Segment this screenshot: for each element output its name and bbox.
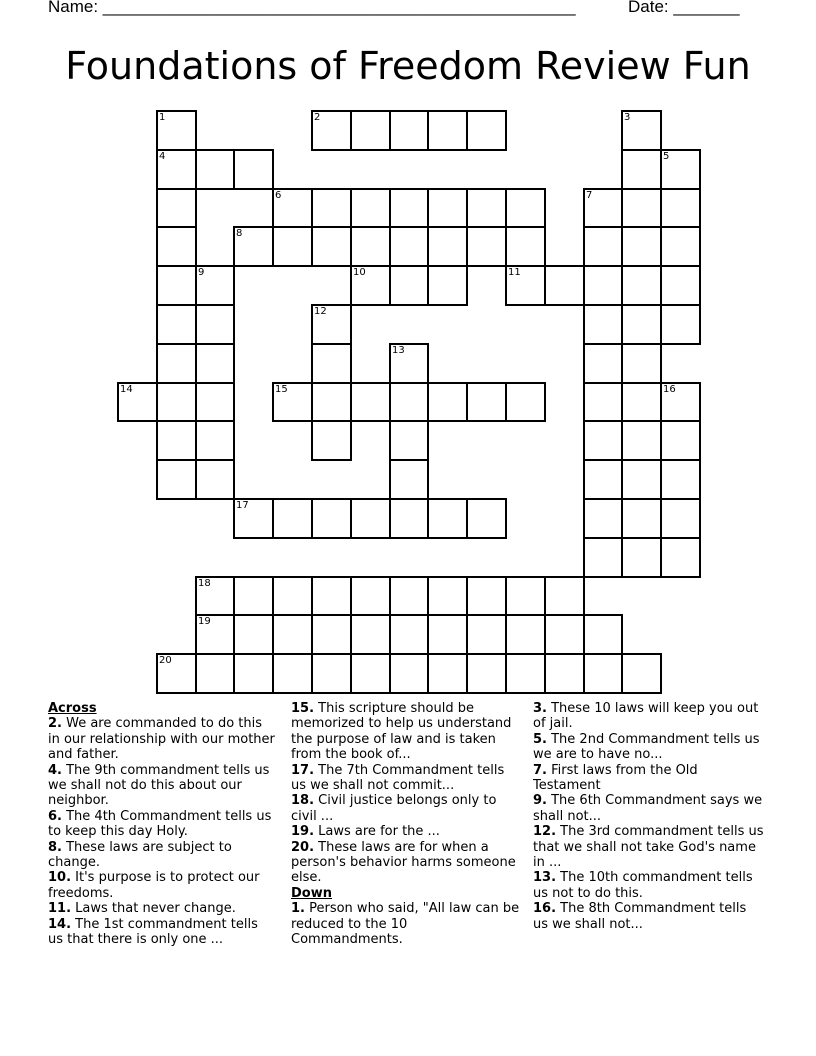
- crossword-cell[interactable]: [660, 459, 701, 500]
- crossword-cell[interactable]: [233, 226, 274, 267]
- clue-item-number: 14.: [48, 916, 72, 932]
- crossword-cell[interactable]: [505, 576, 546, 616]
- crossword-cell[interactable]: [272, 614, 313, 655]
- crossword-cell[interactable]: [544, 265, 585, 306]
- crossword-cell[interactable]: [583, 537, 623, 578]
- crossword-cell[interactable]: [427, 614, 468, 655]
- clue-number: 2: [314, 112, 321, 123]
- crossword-cell[interactable]: [427, 188, 468, 228]
- crossword-cell[interactable]: [505, 382, 546, 422]
- crossword-cell[interactable]: [466, 110, 507, 151]
- crossword-cell[interactable]: [660, 149, 701, 190]
- clue-item: [291, 901, 523, 947]
- clue-number: 14: [120, 384, 133, 395]
- crossword-cell[interactable]: [156, 110, 197, 151]
- clue-item: [291, 824, 523, 839]
- crossword-cell[interactable]: [621, 188, 662, 228]
- crossword-cell[interactable]: [583, 304, 623, 345]
- crossword-cell[interactable]: [621, 498, 662, 539]
- crossword-cell[interactable]: [272, 226, 313, 267]
- crossword-cell[interactable]: [621, 382, 662, 422]
- crossword-cell[interactable]: [466, 576, 507, 616]
- clue-number: 8: [236, 228, 243, 239]
- crossword-cell[interactable]: [311, 343, 352, 384]
- crossword-cell[interactable]: [621, 343, 662, 384]
- crossword-cell[interactable]: [195, 149, 235, 190]
- clue-item-text: Civil justice belongs only to civil ...: [291, 793, 497, 824]
- crossword-cell[interactable]: [350, 382, 391, 422]
- crossword-cell[interactable]: [544, 614, 585, 655]
- crossword-cell[interactable]: [427, 653, 468, 694]
- crossword-cell[interactable]: [466, 614, 507, 655]
- crossword-cell[interactable]: [195, 343, 235, 384]
- crossword-cell[interactable]: [466, 498, 507, 539]
- clue-item: [533, 763, 765, 794]
- crossword-cell[interactable]: [505, 614, 546, 655]
- clue-number: 7: [586, 190, 593, 201]
- crossword-cell[interactable]: [156, 149, 197, 190]
- page-title: Foundations of Freedom Review Fun: [65, 44, 751, 88]
- crossword-cell[interactable]: [583, 265, 623, 306]
- clue-number: 10: [353, 267, 366, 278]
- clue-item-number: 4.: [48, 762, 62, 778]
- crossword-cell[interactable]: [544, 576, 585, 616]
- crossword-cell[interactable]: [156, 226, 197, 267]
- clue-item-text: Laws are for the ...: [314, 824, 440, 840]
- crossword-cell[interactable]: [195, 382, 235, 422]
- crossword-cell[interactable]: [660, 226, 701, 267]
- crossword-cell[interactable]: [389, 382, 429, 422]
- clue-item-text: The 1st commandment tells us that there is only one ...: [48, 916, 258, 948]
- clue-item-number: 19.: [291, 824, 315, 840]
- crossword-cell[interactable]: [660, 304, 701, 345]
- clue-item-number: 3.: [533, 701, 547, 716]
- crossword-cell[interactable]: [195, 265, 235, 306]
- crossword-cell[interactable]: [350, 614, 391, 655]
- clue-item-text: First laws from the Old Testament: [533, 762, 698, 794]
- crossword-cell[interactable]: [311, 498, 352, 539]
- clue-number: 9: [198, 267, 205, 278]
- clues-column-3: [533, 701, 765, 932]
- down-heading: Down: [291, 885, 332, 901]
- clue-item: [48, 870, 276, 901]
- crossword-cell[interactable]: [195, 576, 235, 616]
- crossword-cell[interactable]: [621, 304, 662, 345]
- crossword-cell[interactable]: [583, 343, 623, 384]
- clue-item-text: The 8th Commandment tells us we shall not...: [533, 901, 747, 932]
- crossword-cell[interactable]: [350, 498, 391, 539]
- crossword-cell[interactable]: [350, 226, 391, 267]
- clue-item: [533, 824, 765, 870]
- crossword-cell[interactable]: [156, 343, 197, 384]
- crossword-cell[interactable]: [389, 265, 429, 306]
- crossword-cell[interactable]: [195, 304, 235, 345]
- crossword-cell[interactable]: [195, 420, 235, 461]
- crossword-cell[interactable]: [272, 188, 313, 228]
- clue-item-text: Laws that never change.: [71, 901, 236, 917]
- clue-item: [533, 701, 765, 732]
- crossword-cell[interactable]: [427, 226, 468, 267]
- clue-item-number: 15.: [291, 701, 315, 716]
- crossword-cell[interactable]: [156, 265, 197, 306]
- crossword-cell[interactable]: [156, 304, 197, 345]
- crossword-cell[interactable]: [427, 110, 468, 151]
- clue-item-number: 7.: [533, 762, 547, 778]
- crossword-cell[interactable]: [156, 382, 197, 422]
- crossword-cell[interactable]: [272, 576, 313, 616]
- clue-number: 16: [663, 384, 676, 395]
- crossword-cell[interactable]: [311, 188, 352, 228]
- crossword-cell[interactable]: [311, 614, 352, 655]
- clue-item: [48, 763, 276, 809]
- crossword-cell[interactable]: [311, 226, 352, 267]
- clue-item: [291, 763, 523, 794]
- crossword-cell[interactable]: [544, 653, 585, 694]
- clue-item: [48, 809, 276, 840]
- crossword-cell[interactable]: [350, 653, 391, 694]
- clue-item: [533, 793, 765, 824]
- crossword-cell[interactable]: [233, 653, 274, 694]
- crossword-cell[interactable]: [583, 420, 623, 461]
- clue-item-text: The 7th Commandment tells us we shall not commit...: [291, 762, 505, 794]
- crossword-cell[interactable]: [466, 188, 507, 228]
- clue-item: [291, 701, 523, 763]
- crossword-cell[interactable]: [272, 498, 313, 539]
- crossword-cell[interactable]: [156, 188, 197, 228]
- crossword-cell[interactable]: [505, 265, 546, 306]
- clue-item-text: We are commanded to do this in our relationship with our mother and father.: [48, 716, 275, 763]
- crossword-cell[interactable]: [621, 420, 662, 461]
- clue-item-number: 9.: [533, 793, 547, 809]
- crossword-cell[interactable]: [156, 459, 197, 500]
- crossword-cell[interactable]: [389, 459, 429, 500]
- crossword-cell[interactable]: [660, 265, 701, 306]
- clue-item-number: 18.: [291, 793, 315, 809]
- crossword-cell[interactable]: [427, 382, 468, 422]
- crossword-cell[interactable]: [505, 188, 546, 228]
- clue-item: [48, 917, 276, 948]
- clues-column-2: [291, 701, 523, 948]
- clue-item: [291, 840, 523, 886]
- crossword-cell[interactable]: [621, 226, 662, 267]
- clue-item-text: It's purpose is to protect our freedoms.: [48, 870, 260, 901]
- clue-item-number: 2.: [48, 716, 62, 732]
- crossword-cell[interactable]: [311, 110, 352, 151]
- clue-item-number: 13.: [533, 870, 557, 886]
- crossword-cell[interactable]: [117, 382, 158, 422]
- name-line: Name: __________________________________________________: [48, 0, 576, 16]
- crossword-cell[interactable]: [311, 420, 352, 461]
- crossword-cell[interactable]: [311, 382, 352, 422]
- clue-item-text: These 10 laws will keep you out of jail.: [533, 701, 759, 732]
- crossword-cell[interactable]: [233, 149, 274, 190]
- clue-number: 3: [624, 112, 631, 123]
- clue-item: [533, 901, 765, 932]
- crossword-cell[interactable]: [466, 653, 507, 694]
- crossword-cell[interactable]: [389, 110, 429, 151]
- clue-item-number: 8.: [48, 839, 62, 855]
- crossword-cell[interactable]: [505, 226, 546, 267]
- clue-item-text: The 6th Commandment says we shall not...: [533, 793, 763, 824]
- crossword-cell[interactable]: [660, 420, 701, 461]
- crossword-cell[interactable]: [350, 576, 391, 616]
- clue-item-number: 5.: [533, 731, 547, 747]
- crossword-cell[interactable]: [583, 226, 623, 267]
- clue-item: [48, 716, 276, 762]
- crossword-cell[interactable]: [621, 537, 662, 578]
- clue-number: 13: [392, 345, 405, 356]
- clue-number: 20: [159, 655, 172, 666]
- crossword-cell[interactable]: [621, 149, 662, 190]
- crossword-cell[interactable]: [660, 537, 701, 578]
- clue-number: 11: [508, 267, 521, 278]
- crossword-cell[interactable]: [583, 614, 623, 655]
- crossword-cell[interactable]: [621, 110, 662, 151]
- clue-item: [48, 840, 276, 871]
- clue-item: [533, 732, 765, 763]
- clue-item-number: 16.: [533, 901, 557, 917]
- crossword-cell[interactable]: [389, 188, 429, 228]
- clue-number: 6: [275, 190, 282, 201]
- clue-item-number: 20.: [291, 839, 315, 855]
- crossword-cell[interactable]: [427, 576, 468, 616]
- crossword-cell[interactable]: [311, 304, 352, 345]
- crossword-cell[interactable]: [156, 420, 197, 461]
- crossword-cell[interactable]: [583, 498, 623, 539]
- crossword-cell[interactable]: [427, 498, 468, 539]
- crossword-cell[interactable]: [660, 498, 701, 539]
- crossword-cell[interactable]: [621, 459, 662, 500]
- crossword-cell[interactable]: [583, 382, 623, 422]
- crossword-cell[interactable]: [505, 653, 546, 694]
- crossword-cell[interactable]: [466, 226, 507, 267]
- crossword-cell[interactable]: [233, 498, 274, 539]
- crossword-cell[interactable]: [272, 382, 313, 422]
- crossword-cell[interactable]: [311, 653, 352, 694]
- clue-item-number: 17.: [291, 762, 315, 778]
- clue-item-text: The 9th commandment tells us we shall not do this about our neighbor.: [48, 762, 270, 809]
- crossword-cell[interactable]: [350, 110, 391, 151]
- clue-item-number: 10.: [48, 870, 72, 886]
- clue-item-text: Person who said, "All law can be reduced to the 10 Commandments.: [291, 901, 520, 948]
- clue-item-text: The 3rd commandment tells us that we shall not take God's name in ...: [533, 824, 764, 871]
- crossword-cell[interactable]: [660, 188, 701, 228]
- crossword-cell[interactable]: [311, 576, 352, 616]
- clue-number: 1: [159, 112, 166, 123]
- crossword-cell[interactable]: [195, 459, 235, 500]
- clue-item-text: These laws are for when a person's behavior harms someone else.: [291, 839, 516, 886]
- crossword-cell[interactable]: [272, 653, 313, 694]
- clue-number: 19: [198, 616, 211, 627]
- clue-item-text: The 10th commandment tells us not to do this.: [533, 870, 753, 901]
- crossword-cell[interactable]: [350, 265, 391, 306]
- crossword-cell[interactable]: [156, 653, 197, 694]
- clue-number: 18: [198, 578, 211, 589]
- crossword-cell[interactable]: [195, 614, 235, 655]
- clue-item-text: The 4th Commandment tells us to keep this day Holy.: [48, 808, 272, 840]
- crossword-cell[interactable]: [660, 382, 701, 422]
- clue-item: [533, 870, 765, 901]
- crossword-cell[interactable]: [389, 614, 429, 655]
- crossword-cell[interactable]: [233, 576, 274, 616]
- crossword-cell[interactable]: [195, 653, 235, 694]
- clue-item-number: 6.: [48, 808, 62, 824]
- clue-number: 12: [314, 306, 327, 317]
- date-line: Date: _______: [628, 0, 740, 16]
- clue-item-text: These laws are subject to change.: [48, 839, 232, 871]
- crossword-cell[interactable]: [389, 343, 429, 384]
- clue-item-number: 1.: [291, 901, 305, 917]
- crossword-cell[interactable]: [583, 188, 623, 228]
- crossword-cell[interactable]: [233, 614, 274, 655]
- crossword-cell[interactable]: [583, 653, 623, 694]
- crossword-cell[interactable]: [389, 420, 429, 461]
- crossword-cell[interactable]: [389, 226, 429, 267]
- crossword-cell[interactable]: [389, 576, 429, 616]
- crossword-cell[interactable]: [621, 265, 662, 306]
- crossword-cell[interactable]: [621, 653, 662, 694]
- clue-item-text: This scripture should be memorized to help us understand the purpose of law and is taken from the book of...: [291, 701, 512, 763]
- crossword-cell[interactable]: [466, 382, 507, 422]
- clue-number: 4: [159, 151, 166, 162]
- crossword-cell[interactable]: [350, 188, 391, 228]
- clue-item: [48, 901, 276, 916]
- clue-number: 15: [275, 384, 288, 395]
- clue-item: [291, 793, 523, 824]
- crossword-cell[interactable]: [427, 265, 468, 306]
- clue-item-text: The 2nd Commandment tells us we are to have no...: [533, 731, 760, 763]
- crossword-cell[interactable]: [389, 498, 429, 539]
- across-heading: Across: [48, 701, 97, 716]
- clue-item-number: 11.: [48, 901, 72, 917]
- clue-number: 5: [663, 151, 670, 162]
- clues-column-1: [48, 701, 276, 948]
- crossword-cell[interactable]: [583, 459, 623, 500]
- crossword-cell[interactable]: [389, 653, 429, 694]
- clue-item-number: 12.: [533, 824, 557, 840]
- clue-number: 17: [236, 500, 249, 511]
